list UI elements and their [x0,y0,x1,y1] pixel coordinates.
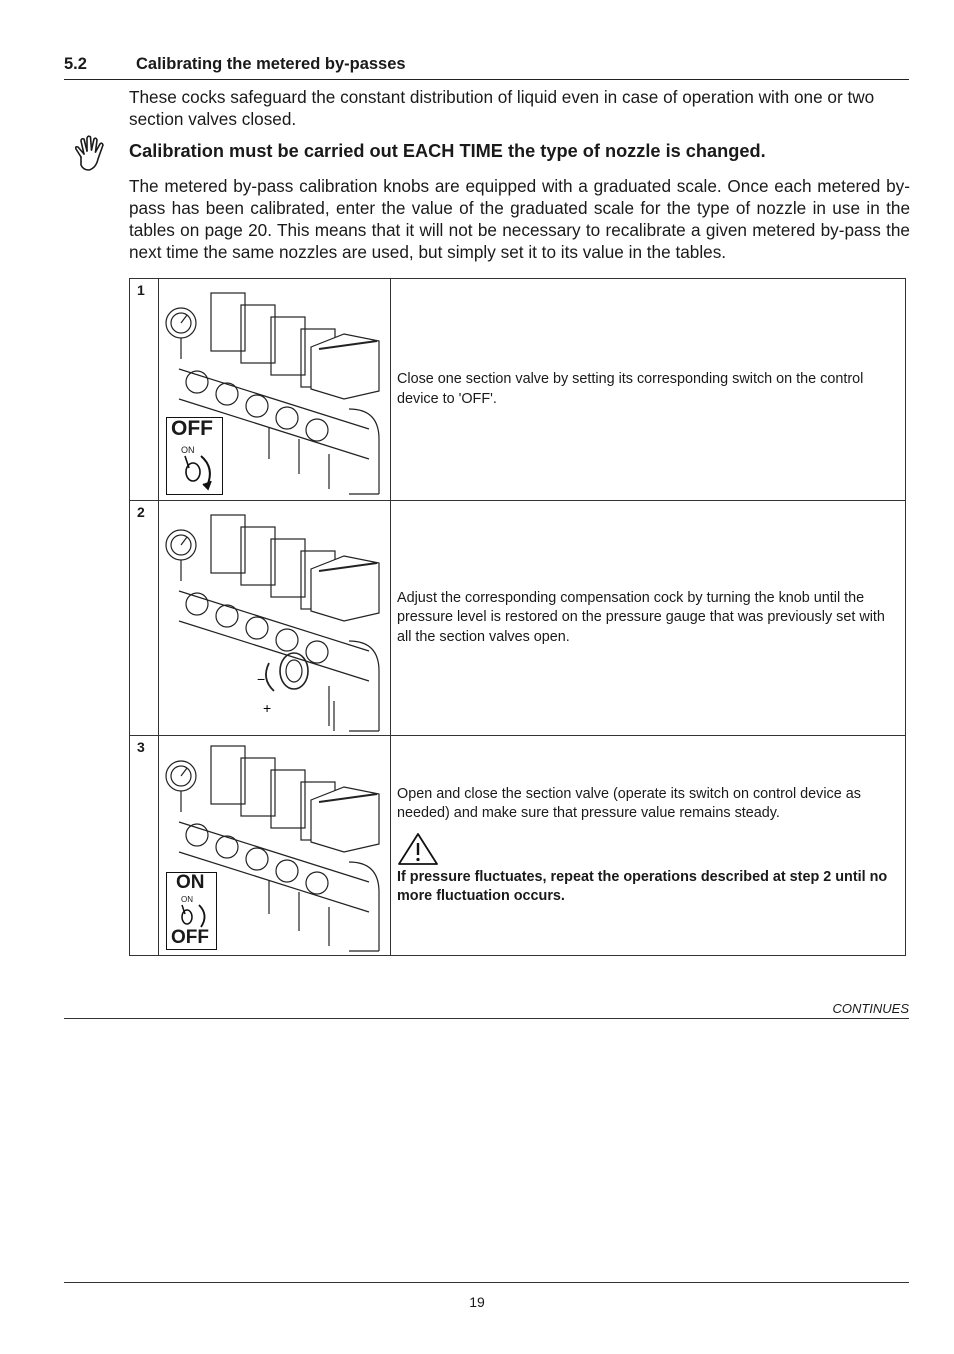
continues-label: CONTINUES [832,1001,909,1016]
intro-paragraph: These cocks safeguard the constant distribution of liquid even in case of operation with one or two section valves closed. [129,87,875,129]
step-number: 2 [130,501,159,736]
body-paragraph: The metered by-pass calibration knobs are equipped with a graduated scale. Once each metered by-pass has been calibrated, enter the value of the graduated scale for the type of nozzle in use in the tables on page 20. This means that it will not be necessary to recalibrate a given metered by-pass the next time the same nozzles are used, but simply set it to its value in the tables. [129,176,910,262]
step-text: Adjust the corresponding compensation cock by turning the knob until the pressure level is restored on the pressure gauge that was previously set with all the section valves open. [397,589,885,645]
step-row [130,279,906,501]
step-row [130,736,906,956]
step-description [391,279,906,501]
toggle-switch-icon [167,452,219,492]
step-description [391,736,906,956]
valve-manifold-illustration [159,501,390,735]
switch-off-label: OFF [171,927,209,948]
step-number: 1 [130,279,159,501]
section-title: Calibrating the metered by-passes [136,55,406,73]
step-text: Close one section valve by setting its corresponding switch on the control device to 'OFF'. [397,371,864,407]
hand-icon [72,135,112,173]
section-header [64,55,909,80]
step-illustration [159,279,391,501]
switch-off-label: OFF [171,417,213,440]
calibration-warning: Calibration must be carried out EACH TIME the type of nozzle is changed. [129,141,766,161]
step-description [391,501,906,736]
switch-on-label: ON [176,872,205,893]
toggle-switch-icon [167,903,213,929]
section-number: 5.2 [64,55,87,73]
step-row [130,501,906,736]
divider [64,1018,909,1019]
switch-badge [166,872,217,950]
fluctuation-note: If pressure fluctuates, repeat the operations described at step 2 until no more fluctuation occurs. [397,868,888,904]
switch-on-label: ON [181,445,195,455]
step-text: Open and close the section valve (operate its switch on control device as needed) and make sure that pressure value remains steady. [397,785,861,821]
step-number: 3 [130,736,159,956]
step-illustration [159,736,391,956]
step-illustration [159,501,391,736]
footer-divider [64,1282,909,1283]
page-number: 19 [469,1294,485,1310]
knob-plus-label: + [263,700,272,716]
switch-small-label: ON [181,895,193,904]
knob-minus-label: − [257,671,266,687]
steps-table [129,278,906,956]
switch-badge [166,417,223,495]
warning-triangle-icon [397,832,439,866]
